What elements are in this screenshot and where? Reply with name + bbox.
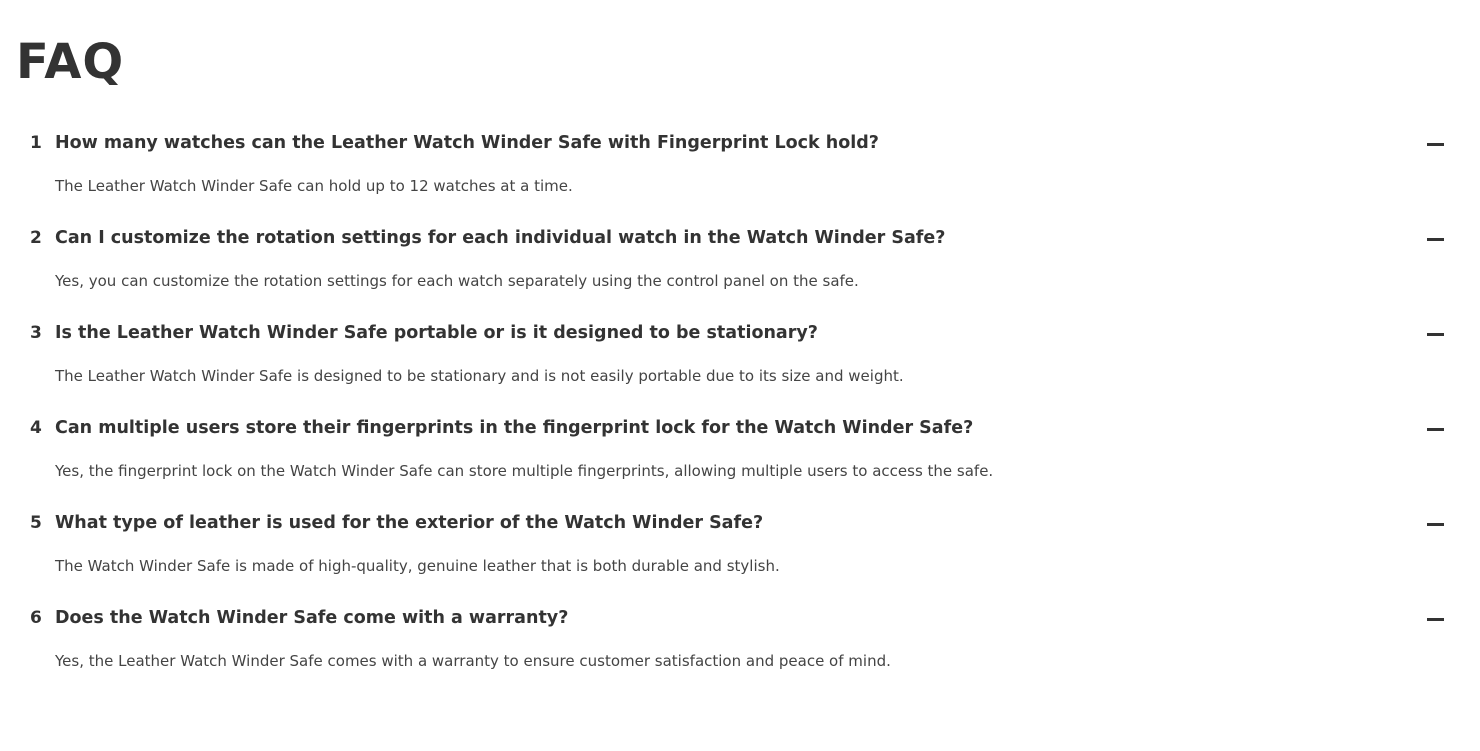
faq-number: 5 (30, 513, 42, 533)
faq-item (0, 130, 1480, 225)
faq-question-row[interactable] (0, 510, 1480, 540)
faq-question-row[interactable] (0, 225, 1480, 255)
faq-question[interactable]: Is the Leather Watch Winder Safe portable or is it designed to be stationary? (55, 323, 818, 343)
faq-item (0, 225, 1480, 320)
minus-icon[interactable] (1424, 138, 1446, 152)
minus-icon[interactable] (1424, 233, 1446, 247)
faq-item (0, 415, 1480, 510)
faq-answer: Yes, the fingerprint lock on the Watch Winder Safe can store multiple fingerprints, allowing multiple users to access the safe. (55, 462, 994, 480)
page-title: FAQ (16, 34, 125, 90)
minus-icon[interactable] (1424, 613, 1446, 627)
minus-icon[interactable] (1424, 328, 1446, 342)
minus-bar (1427, 523, 1444, 526)
faq-answer: The Leather Watch Winder Safe is designed to be stationary and is not easily portable due to its size and weight. (55, 367, 904, 385)
faq-question[interactable]: How many watches can the Leather Watch Winder Safe with Fingerprint Lock hold? (55, 133, 879, 153)
faq-number: 1 (30, 133, 42, 153)
minus-bar (1427, 333, 1444, 336)
minus-bar (1427, 143, 1444, 146)
minus-bar (1427, 238, 1444, 241)
faq-number: 3 (30, 323, 42, 343)
minus-bar (1427, 618, 1444, 621)
faq-answer: Yes, you can customize the rotation settings for each watch separately using the control panel on the safe. (55, 272, 859, 290)
minus-icon[interactable] (1424, 518, 1446, 532)
faq-question[interactable]: Can I customize the rotation settings for each individual watch in the Watch Winder Safe? (55, 228, 946, 248)
faq-question[interactable]: Does the Watch Winder Safe come with a warranty? (55, 608, 569, 628)
faq-item (0, 510, 1480, 605)
faq-question-row[interactable] (0, 605, 1480, 635)
faq-item (0, 605, 1480, 700)
faq-question[interactable]: What type of leather is used for the exterior of the Watch Winder Safe? (55, 513, 764, 533)
faq-answer: Yes, the Leather Watch Winder Safe comes with a warranty to ensure customer satisfaction and peace of mind. (55, 652, 891, 670)
faq-answer: The Watch Winder Safe is made of high-quality, genuine leather that is both durable and stylish. (55, 557, 780, 575)
faq-number: 4 (30, 418, 42, 438)
faq-answer: The Leather Watch Winder Safe can hold up to 12 watches at a time. (55, 177, 573, 195)
faq-question-row[interactable] (0, 320, 1480, 350)
faq-number: 6 (30, 608, 42, 628)
faq-list (0, 130, 1480, 700)
minus-bar (1427, 428, 1444, 431)
faq-number: 2 (30, 228, 42, 248)
minus-icon[interactable] (1424, 423, 1446, 437)
faq-question-row[interactable] (0, 130, 1480, 160)
faq-question[interactable]: Can multiple users store their fingerprints in the fingerprint lock for the Watch Winder Safe? (55, 418, 974, 438)
faq-item (0, 320, 1480, 415)
faq-question-row[interactable] (0, 415, 1480, 445)
